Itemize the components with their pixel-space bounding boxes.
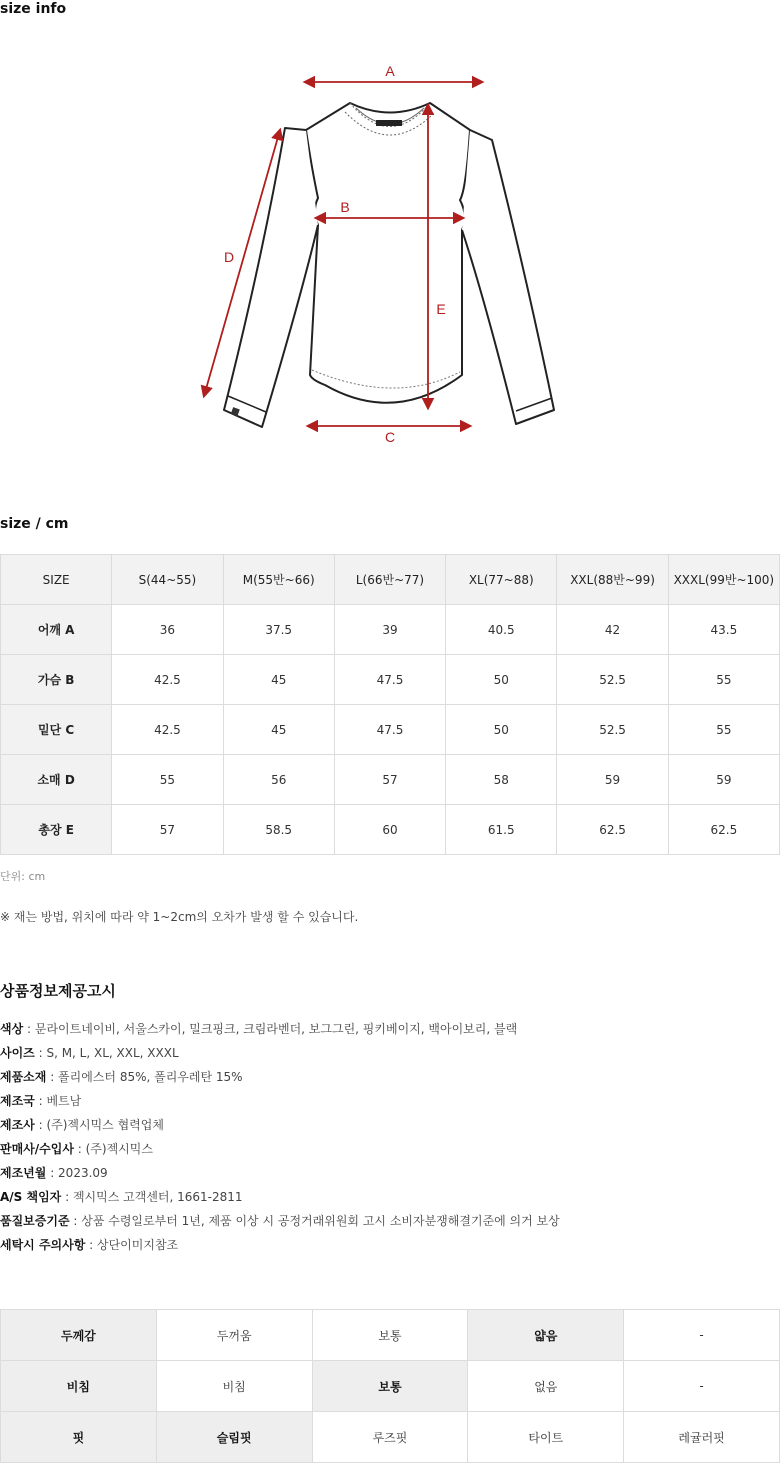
info-value: : 상단이미지참조 bbox=[85, 1238, 179, 1252]
feel-option: 두꺼움 bbox=[156, 1310, 312, 1361]
measurement-value: 43.5 bbox=[668, 605, 779, 655]
size-column-header: M(55반~66) bbox=[223, 555, 334, 605]
measurement-value: 62.5 bbox=[668, 805, 779, 855]
feel-label: 두께감 bbox=[1, 1310, 157, 1361]
label-d: D bbox=[223, 249, 235, 265]
measurement-value: 57 bbox=[334, 755, 445, 805]
product-info-item bbox=[0, 1212, 560, 1236]
feel-option: 없음 bbox=[468, 1361, 624, 1412]
size-row bbox=[1, 655, 780, 705]
feel-row bbox=[1, 1361, 780, 1412]
size-header-label: SIZE bbox=[1, 555, 112, 605]
measurement-value: 40.5 bbox=[446, 605, 557, 655]
measurement-value: 62.5 bbox=[557, 805, 668, 855]
size-chart-title: size / cm bbox=[0, 516, 69, 532]
product-info-item bbox=[0, 1116, 560, 1140]
feel-row bbox=[1, 1412, 780, 1463]
size-chart-table bbox=[0, 554, 780, 855]
feel-option: 레귤러핏 bbox=[624, 1412, 780, 1463]
measurement-value: 61.5 bbox=[446, 805, 557, 855]
size-row bbox=[1, 705, 780, 755]
info-key: 사이즈 bbox=[0, 1046, 35, 1060]
info-value: : 폴리에스터 85%, 폴리우레탄 15% bbox=[46, 1070, 243, 1084]
product-info-item bbox=[0, 1140, 560, 1164]
measurement-value: 55 bbox=[668, 705, 779, 755]
info-key: 제조년월 bbox=[0, 1166, 47, 1180]
measurement-value: 58.5 bbox=[223, 805, 334, 855]
measurement-value: 45 bbox=[223, 705, 334, 755]
size-column-header: XXL(88반~99) bbox=[557, 555, 668, 605]
tolerance-note: ※ 재는 방법, 위치에 따라 약 1~2cm의 오차가 발생 할 수 있습니다. bbox=[0, 910, 359, 924]
measurement-value: 60 bbox=[334, 805, 445, 855]
size-chart-header-row bbox=[1, 555, 780, 605]
info-value: : 문라이트네이비, 서울스카이, 밀크핑크, 크림라벤더, 보그그린, 핑키베이지, 백아이보리, 블랙 bbox=[23, 1022, 518, 1036]
product-info-title: 상품정보제공고시 bbox=[0, 982, 116, 1000]
info-key: A/S 책임자 bbox=[0, 1190, 62, 1204]
measurement-label: 총장 E bbox=[1, 805, 112, 855]
feel-option: - bbox=[624, 1361, 780, 1412]
info-value: : S, M, L, XL, XXL, XXXL bbox=[34, 1046, 179, 1060]
measurement-value: 42.5 bbox=[112, 655, 223, 705]
measurement-value: 47.5 bbox=[334, 705, 445, 755]
feel-option: 보통 bbox=[312, 1310, 468, 1361]
measurement-value: 59 bbox=[557, 755, 668, 805]
product-info-item bbox=[0, 1092, 560, 1116]
label-c: C bbox=[384, 429, 396, 445]
product-info-item bbox=[0, 1020, 560, 1044]
label-a: A bbox=[385, 63, 395, 79]
feel-label: 핏 bbox=[1, 1412, 157, 1463]
info-value: : 젝시믹스 고객센터, 1661-2811 bbox=[61, 1190, 243, 1204]
product-info-item bbox=[0, 1068, 560, 1092]
feel-label: 비침 bbox=[1, 1361, 157, 1412]
measurement-value: 52.5 bbox=[557, 655, 668, 705]
size-column-header: L(66반~77) bbox=[334, 555, 445, 605]
measurement-value: 52.5 bbox=[557, 705, 668, 755]
feel-option: 타이트 bbox=[468, 1412, 624, 1463]
info-key: 색상 bbox=[0, 1022, 24, 1036]
info-key: 판매사/수입사 bbox=[0, 1142, 74, 1156]
feel-option-selected: 얇음 bbox=[468, 1310, 624, 1361]
measurement-value: 55 bbox=[112, 755, 223, 805]
info-key: 제품소재 bbox=[0, 1070, 47, 1084]
info-value: : 베트남 bbox=[34, 1094, 82, 1108]
feel-option: 루즈핏 bbox=[312, 1412, 468, 1463]
info-key: 품질보증기준 bbox=[0, 1214, 70, 1228]
size-row bbox=[1, 605, 780, 655]
unit-note: 단위: cm bbox=[0, 870, 46, 883]
measurement-value: 57 bbox=[112, 805, 223, 855]
fabric-feel-table bbox=[0, 1309, 780, 1463]
product-info-item bbox=[0, 1236, 560, 1260]
label-e: E bbox=[436, 301, 446, 317]
garment-measurement-diagram bbox=[190, 58, 570, 458]
product-info-item bbox=[0, 1164, 560, 1188]
neck-label-icon bbox=[376, 120, 402, 126]
measurement-value: 56 bbox=[223, 755, 334, 805]
size-info-title: size info bbox=[0, 1, 67, 17]
label-b: B bbox=[340, 199, 350, 215]
measurement-value: 37.5 bbox=[223, 605, 334, 655]
measurement-value: 39 bbox=[334, 605, 445, 655]
info-key: 제조사 bbox=[0, 1118, 35, 1132]
feel-option: 비침 bbox=[156, 1361, 312, 1412]
measurement-value: 58 bbox=[446, 755, 557, 805]
info-key: 제조국 bbox=[0, 1094, 35, 1108]
measurement-value: 50 bbox=[446, 655, 557, 705]
measurement-label: 소매 D bbox=[1, 755, 112, 805]
measurement-value: 36 bbox=[112, 605, 223, 655]
measurement-label: 밑단 C bbox=[1, 705, 112, 755]
size-row bbox=[1, 755, 780, 805]
measurement-value: 59 bbox=[668, 755, 779, 805]
size-column-header: XXXL(99반~100) bbox=[668, 555, 779, 605]
feel-option-selected: 보통 bbox=[312, 1361, 468, 1412]
measurement-value: 42 bbox=[557, 605, 668, 655]
measurement-label: 가슴 B bbox=[1, 655, 112, 705]
info-value: : 2023.09 bbox=[46, 1166, 108, 1180]
info-key: 세탁시 주의사항 bbox=[0, 1238, 86, 1252]
measurement-value: 47.5 bbox=[334, 655, 445, 705]
measurement-value: 50 bbox=[446, 705, 557, 755]
feel-row bbox=[1, 1310, 780, 1361]
info-value: : (주)젝시믹스 협력업체 bbox=[34, 1118, 164, 1132]
info-value: : 상품 수령일로부터 1년, 제품 이상 시 공정거래위원회 고시 소비자분쟁해결기준에 의거 보상 bbox=[69, 1214, 560, 1228]
product-info-item bbox=[0, 1188, 560, 1212]
measurement-label: 어깨 A bbox=[1, 605, 112, 655]
product-info-list bbox=[0, 1020, 560, 1260]
size-row bbox=[1, 805, 780, 855]
product-info-item bbox=[0, 1044, 560, 1068]
info-value: : (주)젝시믹스 bbox=[73, 1142, 153, 1156]
size-column-header: S(44~55) bbox=[112, 555, 223, 605]
feel-option: - bbox=[624, 1310, 780, 1361]
measurement-value: 55 bbox=[668, 655, 779, 705]
measurement-value: 42.5 bbox=[112, 705, 223, 755]
measurement-value: 45 bbox=[223, 655, 334, 705]
size-column-header: XL(77~88) bbox=[446, 555, 557, 605]
feel-option-selected: 슬림핏 bbox=[156, 1412, 312, 1463]
